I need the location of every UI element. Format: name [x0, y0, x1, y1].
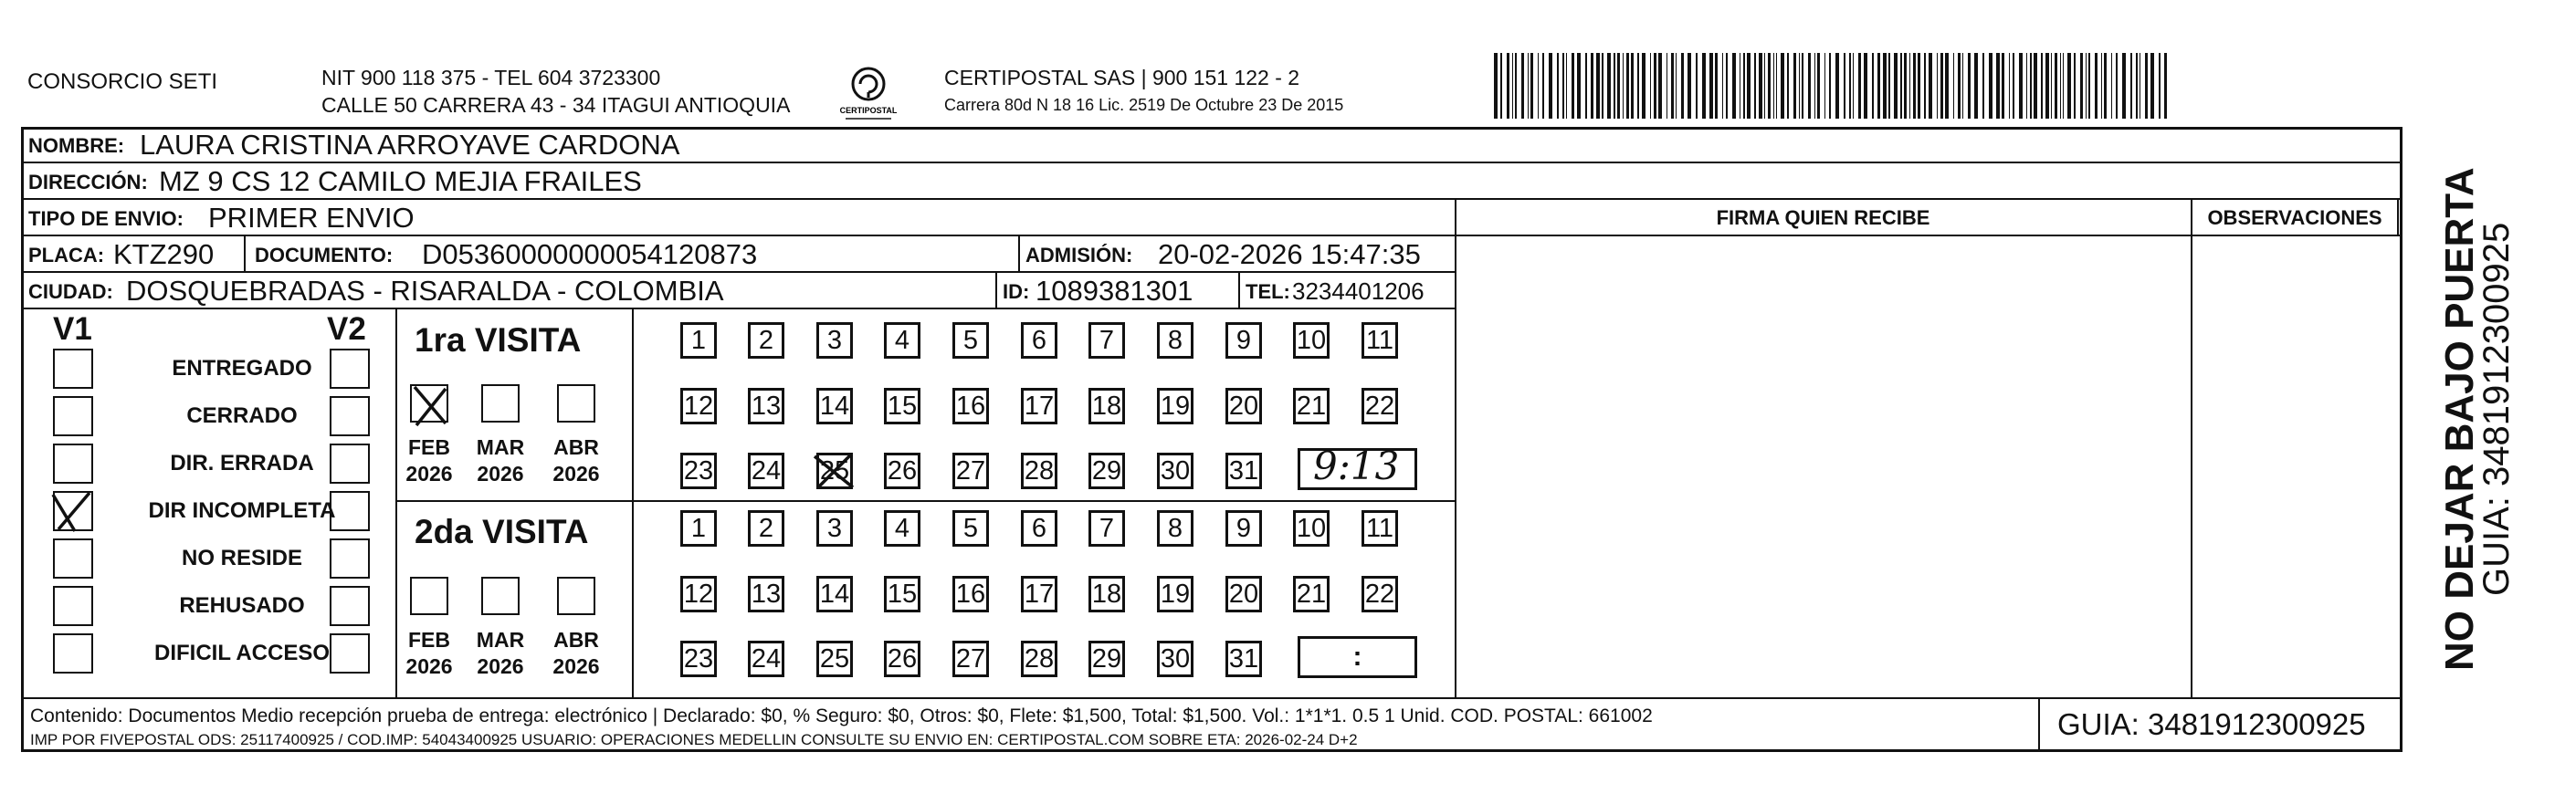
ciudad-value: DOSQUEBRADAS - RISARALDA - COLOMBIA	[126, 275, 724, 307]
day-box[interactable]: 11	[1362, 510, 1398, 547]
nit-line: NIT 900 118 375 - TEL 604 3723300	[321, 66, 661, 89]
v1-label: V1	[53, 311, 92, 347]
v1-checkbox[interactable]	[53, 396, 93, 436]
barcode-bar	[1918, 53, 1920, 119]
day-box[interactable]: 20	[1225, 576, 1262, 612]
barcode-bar	[1773, 53, 1774, 119]
day-box[interactable]: 6	[1021, 322, 1057, 359]
barcode-bar	[1631, 53, 1634, 119]
barcode-bar	[1953, 53, 1954, 119]
day-box[interactable]: 19	[1157, 388, 1193, 424]
barcode-bar	[1849, 53, 1851, 119]
barcode-bar	[1596, 53, 1600, 119]
barcode-bar	[1864, 53, 1867, 119]
month-year: 2026	[405, 653, 453, 678]
barcode-bar	[1937, 53, 1938, 119]
barcode-bar	[1793, 53, 1796, 119]
barcode-bar	[1542, 53, 1544, 119]
barcode-bar	[1549, 53, 1552, 119]
barcode-bar	[1577, 53, 1581, 119]
id-label: ID:	[1003, 280, 1030, 303]
side-guia: GUIA: 3481912300925	[2476, 222, 2517, 596]
barcode-bar	[1530, 53, 1533, 119]
second-visit-time-value: :	[1352, 642, 1362, 672]
day-box[interactable]: 1	[680, 322, 717, 359]
day-box[interactable]: 27	[952, 641, 989, 677]
status-option-label: DIFICIL ACCESO	[153, 641, 330, 665]
barcode	[1494, 53, 2171, 119]
barcode-bar	[1688, 53, 1691, 119]
day-box[interactable]: 29	[1088, 453, 1125, 489]
barcode-bar	[2104, 53, 2107, 119]
month-year: 2026	[552, 461, 600, 486]
day-box[interactable]: 6	[1021, 510, 1057, 547]
day-box[interactable]: 31	[1225, 453, 1262, 489]
month-checkbox[interactable]	[557, 577, 595, 615]
address-line: CALLE 50 CARRERA 43 - 34 ITAGUI ANTIOQUIA	[321, 93, 791, 117]
month-label	[473, 434, 528, 487]
barcode-bar	[1642, 53, 1645, 119]
day-box[interactable]: 19	[1157, 576, 1193, 612]
day-box[interactable]: 12	[680, 388, 717, 424]
tel-label: TEL:	[1246, 280, 1290, 303]
day-box[interactable]: 14	[816, 576, 853, 612]
day-box[interactable]: 28	[1021, 641, 1057, 677]
barcode-bar	[1722, 53, 1723, 119]
day-box[interactable]: 3	[816, 322, 853, 359]
barcode-bar	[1888, 53, 1890, 119]
barcode-bar	[1802, 53, 1803, 119]
barcode-bar	[1958, 53, 1961, 119]
barcode-bar	[1909, 53, 1910, 119]
barcode-bar	[1835, 53, 1839, 119]
day-box[interactable]: 10	[1293, 510, 1330, 547]
first-visit-time-value: 9:13	[1313, 444, 1400, 488]
barcode-bar	[2002, 53, 2004, 119]
barcode-bar	[1982, 53, 1984, 119]
barcode-bar	[1709, 53, 1713, 119]
v1-checkbox[interactable]	[53, 586, 93, 626]
barcode-bar	[1557, 53, 1559, 119]
barcode-bar	[1945, 53, 1949, 119]
barcode-bar	[1787, 53, 1789, 119]
month-year: 2026	[405, 461, 453, 486]
direccion-label: DIRECCIÓN:	[28, 171, 148, 193]
barcode-bar	[1696, 53, 1698, 119]
day-box[interactable]: 1	[680, 510, 717, 547]
day-box[interactable]: 7	[1088, 510, 1125, 547]
v1-checkbox[interactable]	[53, 349, 93, 389]
month-checkbox[interactable]	[410, 577, 448, 615]
day-box[interactable]: 25	[816, 453, 853, 489]
admision-label: ADMISIÓN:	[1025, 244, 1133, 266]
barcode-bar	[1940, 53, 1943, 119]
barcode-bar	[2063, 53, 2064, 119]
month-check-mark	[409, 383, 451, 429]
day-box[interactable]: 29	[1088, 641, 1125, 677]
v1-checkbox[interactable]	[53, 538, 93, 579]
barcode-bar	[1617, 53, 1620, 119]
month-year: 2026	[477, 653, 524, 678]
recipient-name: LAURA CRISTINA ARROYAVE CARDONA	[140, 129, 680, 161]
barcode-bar	[2101, 53, 2102, 119]
recipient-address: MZ 9 CS 12 CAMILO MEJIA FRAILES	[159, 165, 642, 197]
first-visit-title: 1ra VISITA	[415, 321, 582, 359]
barcode-bar	[1512, 53, 1513, 119]
company-name: CONSORCIO SETI	[27, 69, 218, 94]
barcode-bar	[1799, 53, 1800, 119]
day-box[interactable]: 25	[816, 641, 853, 677]
barcode-bar	[1877, 53, 1880, 119]
barcode-bar	[1768, 53, 1771, 119]
barcode-bar	[1671, 53, 1674, 119]
barcode-bar	[1676, 53, 1677, 119]
day-box[interactable]: 15	[884, 388, 920, 424]
barcode-bar	[1929, 53, 1932, 119]
contenido-line: Contenido: Documentos Medio recepción prueba de entrega: electrónico | Declarado: $0, % Seguro: $0, Otros: $0, Flete: $1,500, Total: $1,500. Vol.: 1*1*1. 0.5 1 Unid. COD. POSTAL: 661002	[30, 705, 1653, 726]
certipostal-logo	[838, 66, 899, 122]
day-box[interactable]: 30	[1157, 453, 1193, 489]
day-box[interactable]: 16	[952, 388, 989, 424]
barcode-bar	[1507, 53, 1509, 119]
no-dejar-bajo-puerta: NO DEJAR BAJO PUERTA	[2437, 167, 2482, 671]
barcode-bar	[1607, 53, 1611, 119]
day-box[interactable]: 26	[884, 453, 920, 489]
day-box[interactable]: 20	[1225, 388, 1262, 424]
day-box[interactable]: 7	[1088, 322, 1125, 359]
barcode-bar	[1989, 53, 1992, 119]
placa-value: KTZ290	[113, 238, 215, 270]
barcode-bar	[1781, 53, 1784, 119]
barcode-bar	[2150, 53, 2154, 119]
barcode-bar	[2116, 53, 2118, 119]
status-option-label: DIR INCOMPLETA	[148, 498, 336, 523]
day-box[interactable]: 13	[748, 388, 784, 424]
day-box[interactable]: 5	[952, 322, 989, 359]
barcode-bar	[1844, 53, 1845, 119]
day-box[interactable]: 24	[748, 641, 784, 677]
barcode-bar	[1626, 53, 1629, 119]
day-box[interactable]: 27	[952, 453, 989, 489]
day-box[interactable]: 21	[1293, 388, 1330, 424]
barcode-bar	[1759, 53, 1762, 119]
barcode-bar	[1808, 53, 1811, 119]
barcode-bar	[1494, 53, 1498, 119]
v2-label: V2	[327, 311, 366, 347]
barcode-bar	[2060, 53, 2061, 119]
day-box[interactable]: 22	[1362, 388, 1398, 424]
id-value: 1089381301	[1036, 275, 1193, 307]
month-checkbox[interactable]	[557, 384, 595, 423]
barcode-bar	[1591, 53, 1593, 119]
day-box[interactable]: 11	[1362, 322, 1398, 359]
day-box[interactable]: 30	[1157, 641, 1193, 677]
barcode-bar	[1566, 53, 1567, 119]
barcode-bar	[2159, 53, 2161, 119]
barcode-bar	[1623, 53, 1624, 119]
day-box[interactable]: 26	[884, 641, 920, 677]
barcode-bar	[1814, 53, 1815, 119]
barcode-bar	[2045, 53, 2049, 119]
barcode-bar	[1500, 53, 1502, 119]
v1-check-mark	[49, 489, 95, 537]
month-name: ABR	[553, 628, 599, 652]
barcode-bar	[2111, 53, 2112, 119]
v1-checkbox[interactable]	[53, 444, 93, 484]
barcode-bar	[2095, 53, 2098, 119]
barcode-bar	[1602, 53, 1603, 119]
month-label	[549, 434, 604, 487]
month-name: FEB	[408, 435, 450, 459]
barcode-bar	[1913, 53, 1916, 119]
barcode-bar	[2019, 53, 2023, 119]
barcode-bar	[1715, 53, 1718, 119]
documento-label: DOCUMENTO:	[255, 244, 394, 266]
svg-text:CERTIPOSTAL: CERTIPOSTAL	[839, 106, 898, 115]
barcode-bar	[2122, 53, 2126, 119]
day-box[interactable]: 9	[1225, 510, 1262, 547]
barcode-bar	[1900, 53, 1902, 119]
barcode-bar	[2074, 53, 2076, 119]
barcode-bar	[1974, 53, 1978, 119]
day-box[interactable]: 21	[1293, 576, 1330, 612]
barcode-bar	[1858, 53, 1861, 119]
barcode-bar	[2136, 53, 2138, 119]
barcode-bar	[2164, 53, 2167, 119]
barcode-bar	[1883, 53, 1887, 119]
status-option-label: DIR. ERRADA	[170, 451, 314, 475]
barcode-bar	[1562, 53, 1564, 119]
barcode-bar	[1614, 53, 1615, 119]
documento-value: D05360000000054120873	[422, 238, 758, 270]
barcode-bar	[2055, 53, 2057, 119]
second-visit-title: 2da VISITA	[415, 513, 589, 550]
v1-checkbox[interactable]	[53, 633, 93, 674]
day-box[interactable]: 24	[748, 453, 784, 489]
day-box[interactable]: 4	[884, 322, 920, 359]
footer-guia: GUIA: 3481912300925	[2057, 707, 2366, 741]
barcode-bar	[1515, 53, 1517, 119]
barcode-bar	[2041, 53, 2043, 119]
barcode-bar	[1968, 53, 1971, 119]
barcode-bar	[1754, 53, 1756, 119]
month-label	[402, 434, 457, 487]
barcode-bar	[1824, 53, 1825, 119]
day-box[interactable]: 15	[884, 576, 920, 612]
month-checkbox[interactable]	[481, 577, 520, 615]
month-name: MAR	[476, 435, 525, 459]
barcode-bar	[1650, 53, 1651, 119]
barcode-bar	[1681, 53, 1684, 119]
month-name: MAR	[476, 628, 525, 652]
status-option-label: REHUSADO	[179, 593, 305, 618]
day-box[interactable]: 8	[1157, 510, 1193, 547]
barcode-bar	[2013, 53, 2014, 119]
day-box[interactable]: 23	[680, 453, 717, 489]
firma-header: FIRMA QUIEN RECIBE	[1716, 206, 1930, 229]
barcode-bar	[1726, 53, 1728, 119]
second-visit-time	[1298, 636, 1417, 678]
day-box[interactable]: 18	[1088, 388, 1125, 424]
day-box[interactable]: 16	[952, 576, 989, 612]
barcode-bar	[1654, 53, 1656, 119]
barcode-bar	[1904, 53, 1907, 119]
day-box[interactable]: 9	[1225, 322, 1262, 359]
status-option-label: ENTREGADO	[172, 356, 312, 381]
ciudad-label: CIUDAD:	[28, 280, 113, 303]
day-box[interactable]: 2	[748, 510, 784, 547]
barcode-bar	[1817, 53, 1820, 119]
nombre-label: NOMBRE:	[28, 134, 125, 157]
day-box[interactable]: 28	[1021, 453, 1057, 489]
barcode-bar	[1538, 53, 1539, 119]
placa-label: PLACA:	[28, 244, 105, 266]
day-box[interactable]: 22	[1362, 576, 1398, 612]
day-box[interactable]: 31	[1225, 641, 1262, 677]
barcode-bar	[1962, 53, 1963, 119]
barcode-bar	[1872, 53, 1874, 119]
barcode-bar	[2130, 53, 2132, 119]
day-box[interactable]: 17	[1021, 388, 1057, 424]
barcode-bar	[1853, 53, 1854, 119]
day-box[interactable]: 12	[680, 576, 717, 612]
barcode-bar	[2051, 53, 2052, 119]
barcode-bar	[1996, 53, 2000, 119]
barcode-bar	[2030, 53, 2032, 119]
barcode-bar	[1521, 53, 1524, 119]
day-box[interactable]: 10	[1293, 322, 1330, 359]
barcode-bar	[2009, 53, 2010, 119]
day-box[interactable]: 13	[748, 576, 784, 612]
barcode-bar	[1572, 53, 1574, 119]
barcode-bar	[1747, 53, 1751, 119]
day-box[interactable]: 5	[952, 510, 989, 547]
day-box[interactable]: 18	[1088, 576, 1125, 612]
day-check-mark	[811, 449, 858, 493]
day-box[interactable]: 8	[1157, 322, 1193, 359]
day-box[interactable]: 3	[816, 510, 853, 547]
barcode-bar	[2086, 53, 2087, 119]
barcode-bar	[1776, 53, 1777, 119]
day-box[interactable]: 4	[884, 510, 920, 547]
month-checkbox[interactable]	[481, 384, 520, 423]
day-box[interactable]: 23	[680, 641, 717, 677]
barcode-bar	[1894, 53, 1898, 119]
month-label	[473, 627, 528, 680]
status-option-label: CERRADO	[186, 403, 298, 428]
tel-value: 3234401206	[1292, 277, 1425, 305]
barcode-bar	[1829, 53, 1831, 119]
barcode-bar	[2034, 53, 2037, 119]
license-line: Carrera 80d N 18 16 Lic. 2519 De Octubre 23 De 2015	[944, 96, 1344, 114]
barcode-bar	[2026, 53, 2027, 119]
tipo-envio-value: PRIMER ENVIO	[208, 202, 415, 234]
barcode-bar	[2067, 53, 2071, 119]
barcode-bar	[1528, 53, 1529, 119]
admision-value: 20-02-2026 15:47:35	[1158, 238, 1421, 270]
status-option-label: NO RESIDE	[181, 546, 303, 570]
imp-line: IMP POR FIVEPOSTAL ODS: 25117400925 / COD.IMP: 54043400925 USUARIO: OPERACIONES MEDELLIN CONSULTE SU ENVIO EN: CERTIPOSTAL.COM SOBRE ETA: 2026-02-24 D+2	[30, 731, 1358, 748]
day-box[interactable]: 17	[1021, 576, 1057, 612]
day-box[interactable]: 2	[748, 322, 784, 359]
barcode-bar	[1924, 53, 1926, 119]
first-visit-time	[1298, 444, 1417, 490]
carrier-line: CERTIPOSTAL SAS | 900 151 122 - 2	[944, 66, 1300, 89]
barcode-bar	[1585, 53, 1587, 119]
barcode-bar	[1637, 53, 1639, 119]
barcode-bar	[1732, 53, 1736, 119]
day-box[interactable]: 14	[816, 388, 853, 424]
tipo-envio-label: TIPO DE ENVIO:	[28, 207, 184, 230]
barcode-bar	[1764, 53, 1765, 119]
month-year: 2026	[477, 461, 524, 486]
month-label	[402, 627, 457, 680]
observaciones-header: OBSERVACIONES	[2207, 206, 2382, 229]
barcode-bar	[1743, 53, 1745, 119]
barcode-bar	[2088, 53, 2090, 119]
month-name: ABR	[553, 435, 599, 459]
month-label	[549, 627, 604, 680]
barcode-bar	[2145, 53, 2148, 119]
barcode-bar	[1658, 53, 1662, 119]
barcode-bar	[1702, 53, 1706, 119]
month-year: 2026	[552, 653, 600, 678]
barcode-bar	[2080, 53, 2083, 119]
month-name: FEB	[408, 628, 450, 652]
